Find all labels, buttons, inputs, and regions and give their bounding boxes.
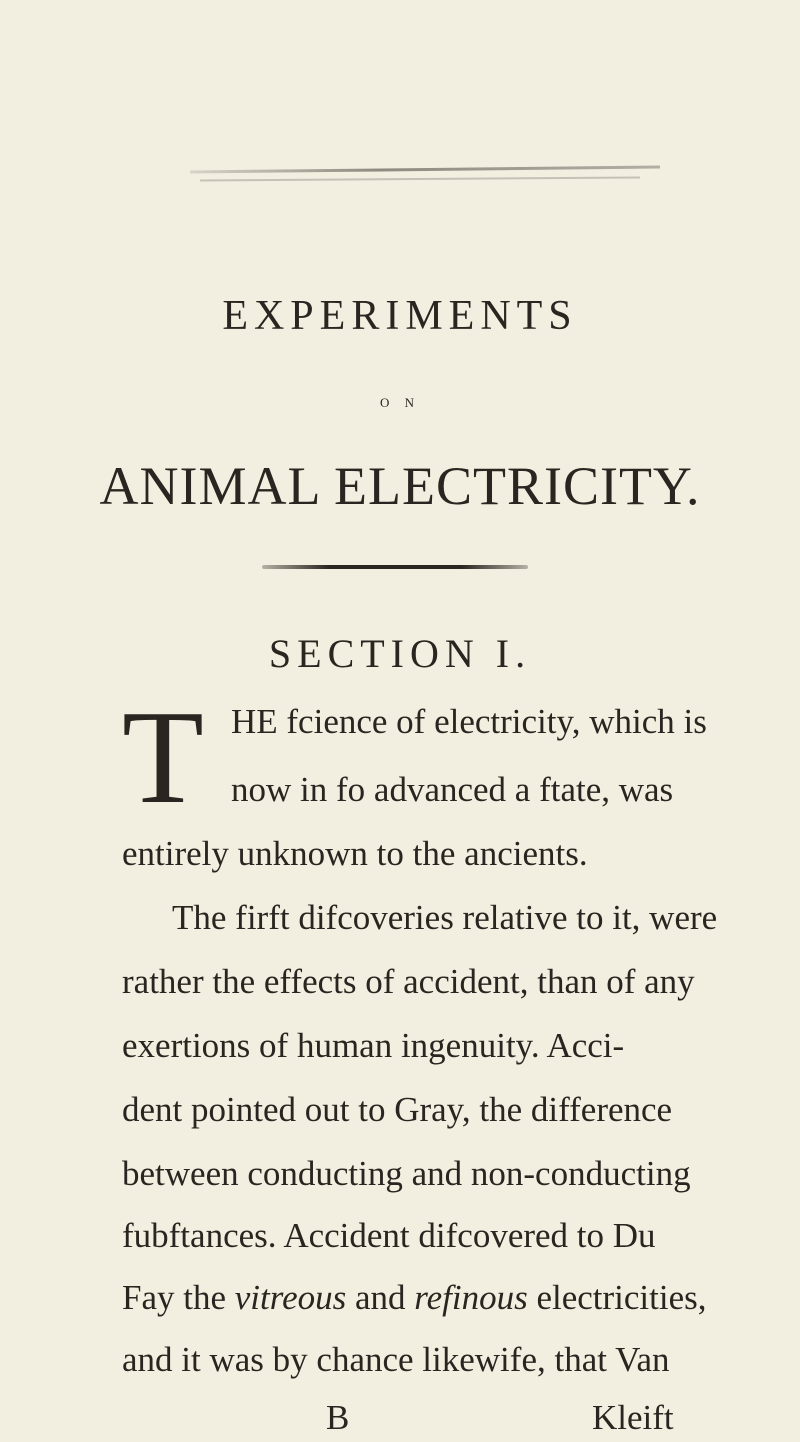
text-vitreous: vitreous: [234, 1278, 347, 1317]
text-line-10-e: electricities,: [527, 1278, 707, 1317]
text-line-11: and it was by chance likewife, that Van: [122, 1340, 670, 1379]
signature-mark: B: [326, 1398, 350, 1437]
title-line-1: EXPERIMENTS: [222, 293, 578, 339]
text-line-10: [122, 1280, 707, 1315]
text-line-1: HE fcience of electricity, which is: [231, 702, 707, 741]
title-on: O N: [379, 395, 421, 410]
text-line-9: fubftances. Accident difcovered to Du: [122, 1216, 656, 1255]
drop-cap: T: [122, 683, 204, 831]
text-line-4: The firft difcoveries relative to it, were: [172, 898, 718, 937]
text-line-6: exertions of human ingenuity. Acci-: [122, 1026, 625, 1065]
section-divider: [262, 565, 528, 569]
text-line-8: between conducting and non-conducting: [122, 1154, 691, 1193]
text-line-5: rather the effects of accident, than of any: [122, 962, 695, 1001]
text-refinous: refinous: [414, 1278, 528, 1317]
text-line-10-c: and: [346, 1278, 415, 1317]
text-line-7: dent pointed out to Gray, the difference: [122, 1090, 673, 1129]
top-rule-faint: [200, 176, 640, 181]
text-line-10-a: Fay the: [122, 1278, 235, 1317]
catchword: Kleift: [592, 1398, 674, 1437]
text-line-3: entirely unknown to the ancients.: [122, 834, 588, 873]
section-heading: SECTION I.: [268, 631, 532, 676]
text-line-2: now in fo advanced a ftate, was: [231, 770, 674, 809]
top-rule: [190, 166, 660, 174]
title-line-2: ANIMAL ELECTRICITY.: [99, 456, 701, 516]
